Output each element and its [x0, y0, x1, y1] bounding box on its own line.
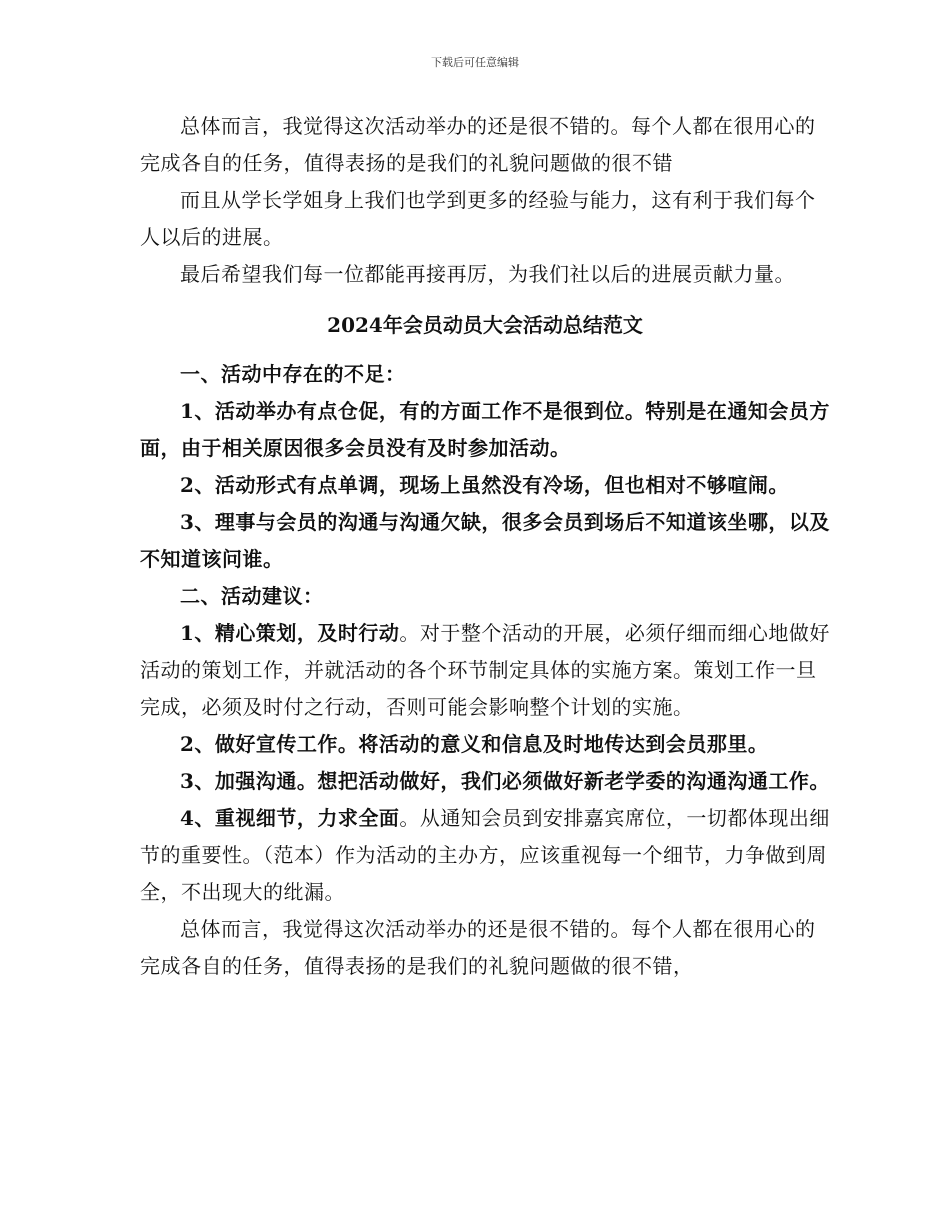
section2-item-4-title: 4、重视细节，力求全面 [180, 806, 400, 830]
section1-heading: 一、活动中存在的不足： [180, 362, 406, 386]
section1-item-1: 1、活动举办有点仓促，有的方面工作不是很到位。特别是在通知会员方面，由于相关原因很多会员没有及时参加活动。 [140, 399, 830, 460]
section2-item-3: 3、加强沟通。想把活动做好，我们必须做好新老学委的沟通沟通工作。 [180, 769, 830, 793]
document-title: 2024年会员动员大会活动总结范文 [327, 313, 643, 337]
section2-item-1-title: 1、精心策划，及时行动 [180, 621, 400, 645]
intro-paragraph-1: 总体而言，我觉得这次活动举办的还是很不错的。每个人都在很用心的完成各自的任务，值得表扬的是我们的礼貌问题做的很不错 [140, 114, 816, 175]
section2-heading: 二、活动建议： [180, 584, 324, 608]
section2-item-4-text: 。从通知会员到安排嘉宾席位，一切都体现出细节的重要性。（范本）作为活动的主办方，应该重视每一个细节，力争做到周全，不出现大的纰漏。 [140, 806, 830, 904]
section2-item-1 [140, 615, 830, 726]
section1-item-3: 3、理事与会员的沟通与沟通欠缺，很多会员到场后不知道该坐哪，以及不知道该问谁。 [140, 510, 830, 571]
document-body [140, 108, 830, 985]
section1-item-2: 2、活动形式有点单调，现场上虽然没有冷场，但也相对不够喧闹。 [180, 473, 789, 497]
closing-paragraph: 总体而言，我觉得这次活动举办的还是很不错的。每个人都在很用心的完成各自的任务，值得表扬的是我们的礼貌问题做的很不错， [140, 917, 816, 978]
intro-paragraph-2: 而且从学长学姐身上我们也学到更多的经验与能力，这有利于我们每个人以后的进展。 [140, 188, 816, 249]
intro-paragraph-3: 最后希望我们每一位都能再接再厉，为我们社以后的进展贡献力量。 [180, 262, 795, 286]
section2-item-1-text: 。对于整个活动的开展，必须仔细而细心地做好活动的策划工作，并就活动的各个环节制定具体的实施方案。策划工作一旦完成，必须及时付之行动，否则可能会影响整个计划的实施。 [140, 621, 830, 719]
section2-item-2: 2、做好宣传工作。将活动的意义和信息及时地传达到会员那里。 [180, 732, 769, 756]
page-header: 下载后可任意编辑 [431, 56, 519, 69]
section2-item-4 [140, 800, 830, 911]
